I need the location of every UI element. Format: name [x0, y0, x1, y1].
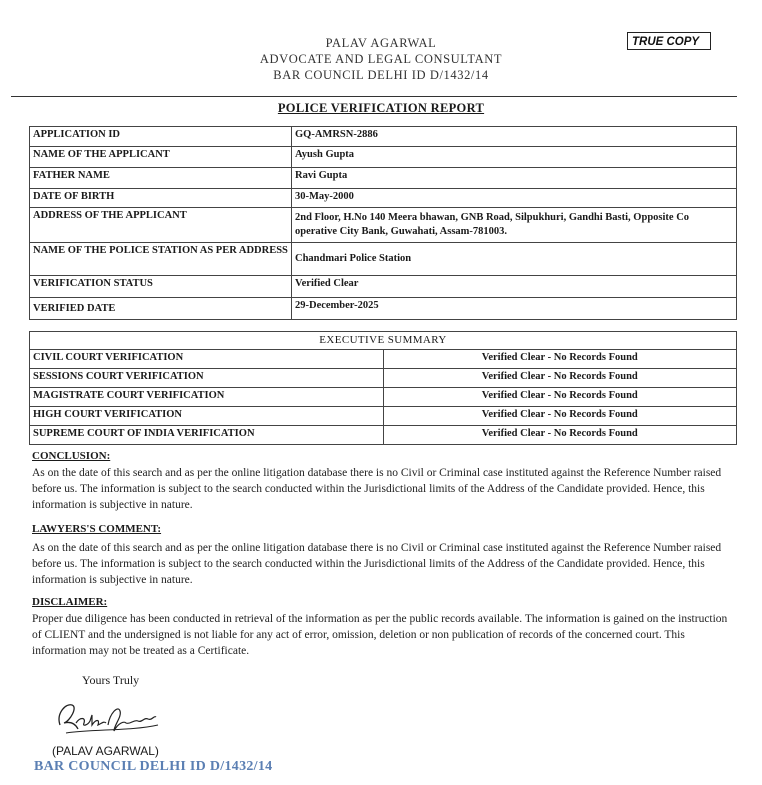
- table-row: [30, 407, 737, 426]
- applicant-details-table: [29, 126, 737, 320]
- table-row: [30, 127, 737, 147]
- executive-summary-title: EXECUTIVE SUMMARY: [30, 332, 737, 350]
- row-label: CIVIL COURT VERIFICATION: [30, 350, 384, 369]
- table-row: [30, 350, 737, 369]
- closing-salutation: Yours Truly: [82, 673, 140, 687]
- row-label: HIGH COURT VERIFICATION: [30, 407, 384, 426]
- header-divider: [11, 96, 737, 97]
- row-value: Verified Clear - No Records Found: [383, 426, 737, 445]
- row-value: Verified Clear - No Records Found: [383, 350, 737, 369]
- row-value: 2nd Floor, H.No 140 Meera bhawan, GNB Road, Silpukhuri, Gandhi Basti, Opposite Co operative City Bank, Guwahati, Assam-781003.: [292, 208, 737, 243]
- table-row: [30, 208, 737, 243]
- row-label: DATE OF BIRTH: [30, 189, 292, 208]
- table-row: [30, 147, 737, 168]
- true-copy-stamp: TRUE COPY: [627, 32, 711, 50]
- row-value: 29-December-2025: [292, 298, 737, 320]
- table-row: [30, 369, 737, 388]
- table-row: [30, 426, 737, 445]
- row-value: GQ-AMRSN-2886: [292, 127, 737, 147]
- lawyer-name: PALAV AGARWAL: [325, 36, 437, 50]
- lawyers-comment-text: As on the date of this search and as per the online litigation database there is no Civil or Criminal case instituted against the Reference Number raised before us. The information is subject to the search conducted within the Jurisdictional limits of the Address of the Candidate provided. Hence, this information is subjective in nature.: [32, 542, 722, 586]
- row-label: NAME OF THE APPLICANT: [30, 147, 292, 168]
- disclaimer-text: Proper due diligence has been conducted in retrieval of the information as per the public records available. The information is gained on the instruction of CLIENT and the undersigned is not liable for any act of error, omission, deletion or non publication of records of the concerned court. This information may not be treated as a Certificate.: [32, 613, 728, 657]
- table-row: [30, 388, 737, 407]
- row-label: FATHER NAME: [30, 168, 292, 189]
- executive-summary-table: [29, 331, 737, 445]
- signature-image: [52, 695, 162, 739]
- signatory-bar-id: BAR COUNCIL DELHI ID D/1432/14: [34, 759, 273, 774]
- row-value: Ravi Gupta: [292, 168, 737, 189]
- row-label: APPLICATION ID: [30, 127, 292, 147]
- lawyer-designation: ADVOCATE AND LEGAL CONSULTANT: [259, 52, 503, 66]
- table-row: [30, 168, 737, 189]
- conclusion-text: As on the date of this search and as per the online litigation database there is no Civil or Criminal case instituted against the Reference Number raised before us. The information is subject to the search conducted within the Jurisdictional limits of the Address of the Candidate provided. Hence, this information is subjective in nature.: [32, 467, 722, 511]
- row-label: MAGISTRATE COURT VERIFICATION: [30, 388, 384, 407]
- lawyers-comment-title: LAWYERS'S COMMENT:: [32, 523, 162, 535]
- row-value: Verified Clear - No Records Found: [383, 388, 737, 407]
- table-row: [30, 298, 737, 320]
- row-value: Verified Clear: [292, 276, 737, 298]
- table-header-row: [30, 332, 737, 350]
- table-row: [30, 276, 737, 298]
- row-label: ADDRESS OF THE APPLICANT: [30, 208, 292, 243]
- row-value: Verified Clear - No Records Found: [383, 407, 737, 426]
- table-row: [30, 189, 737, 208]
- table-row: [30, 243, 737, 276]
- row-value: Chandmari Police Station: [292, 243, 737, 276]
- lawyer-bar-id: BAR COUNCIL DELHI ID D/1432/14: [273, 68, 489, 82]
- row-label: VERIFIED DATE: [30, 298, 292, 320]
- row-label: NAME OF THE POLICE STATION AS PER ADDRESS: [30, 243, 292, 276]
- row-label: SUPREME COURT OF INDIA VERIFICATION: [30, 426, 384, 445]
- signatory-name: (PALAV AGARWAL): [52, 744, 159, 758]
- disclaimer-title: DISCLAIMER:: [32, 596, 108, 608]
- row-value: Ayush Gupta: [292, 147, 737, 168]
- report-title: POLICE VERIFICATION REPORT: [277, 101, 485, 115]
- row-value: 30-May-2000: [292, 189, 737, 208]
- conclusion-title: CONCLUSION:: [32, 450, 111, 462]
- row-label: VERIFICATION STATUS: [30, 276, 292, 298]
- row-value: Verified Clear - No Records Found: [383, 369, 737, 388]
- row-label: SESSIONS COURT VERIFICATION: [30, 369, 384, 388]
